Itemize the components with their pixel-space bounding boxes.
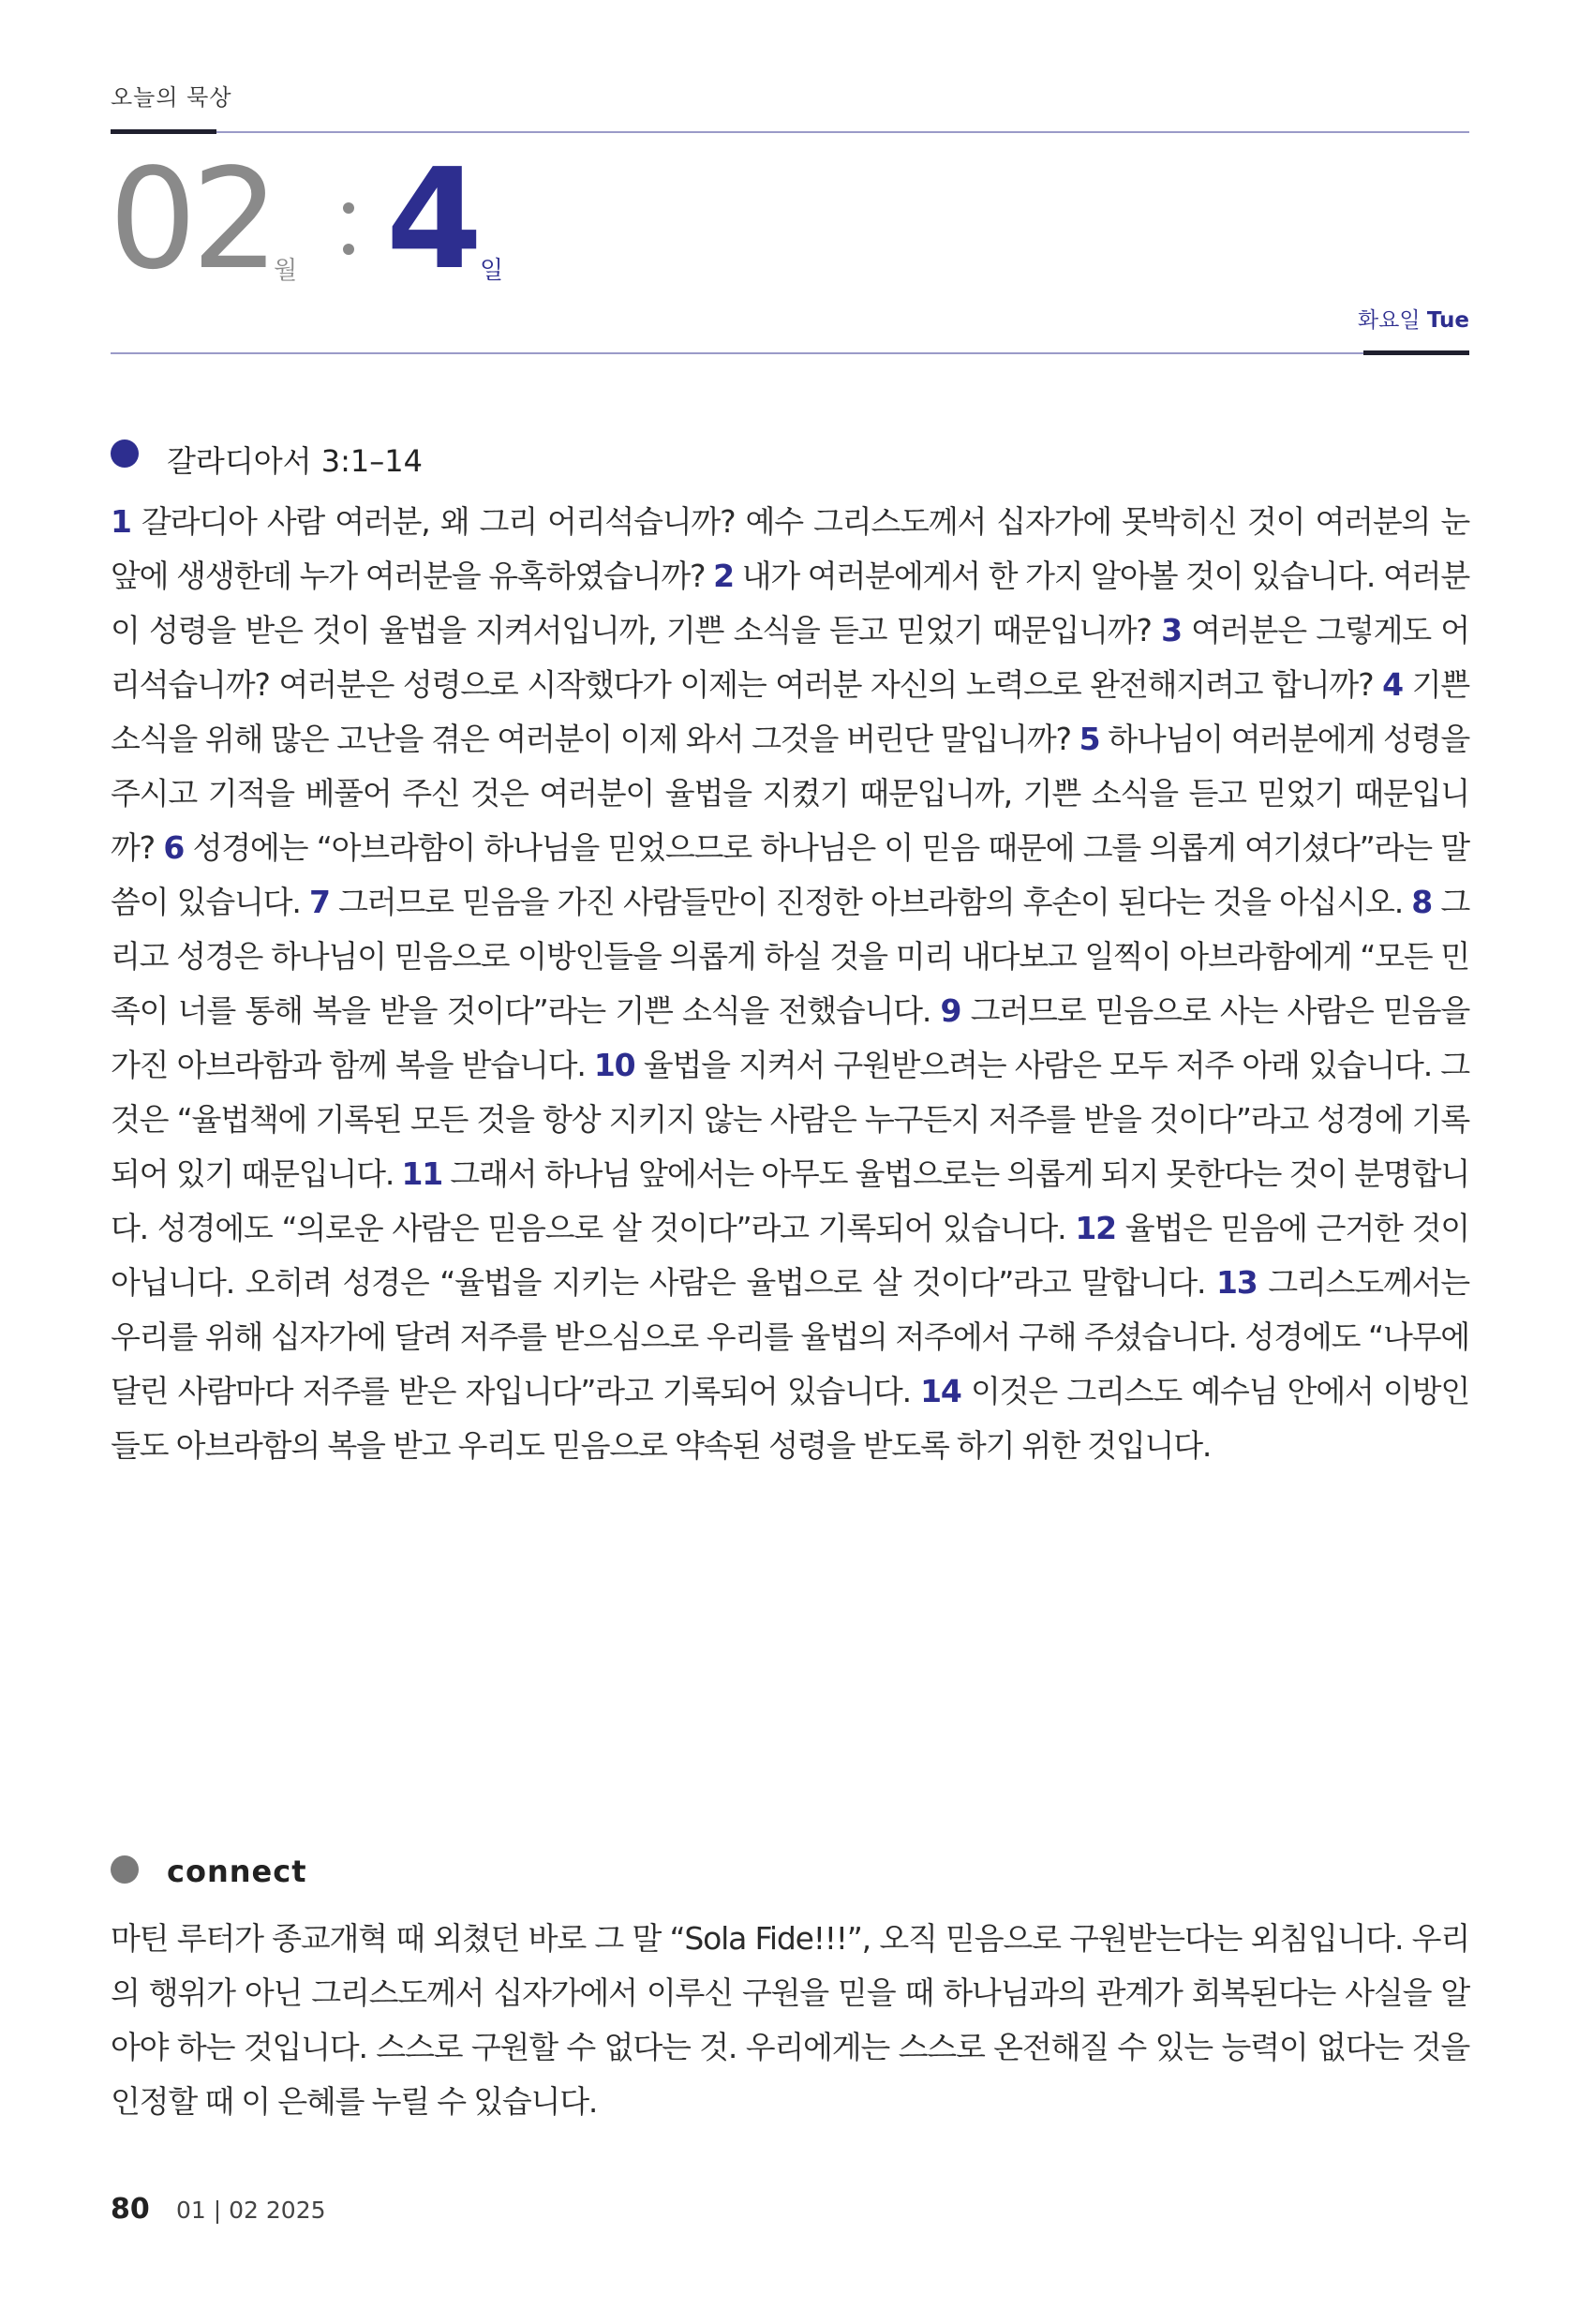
verse-text: 율법은 믿음에 근거한 것이 아닙니다. 오히려 성경은 “율법을 지키는 사람은 율법으로 살 것이다”라고 말합니다. <box>111 1210 1469 1301</box>
passage-reference: 갈라디아서 3:1–14 <box>167 443 423 479</box>
header-divider-accent <box>1363 350 1469 355</box>
top-divider <box>111 131 1469 133</box>
verse-text: 그래서 하나님 앞에서는 아무도 율법으로는 의롭게 되지 못한다는 것이 분명합니다. 성경에도 “의로운 사람은 믿음으로 살 것이다”라고 기록되어 있습니다. <box>111 1155 1469 1246</box>
verse-number: 13 <box>1215 1264 1258 1301</box>
verse-text: 그러므로 믿음을 가진 사람들만이 진정한 아브라함의 후손이 된다는 것을 아십시오. <box>329 884 1412 920</box>
verse-number: 9 <box>940 992 961 1029</box>
section-label: 오늘의 묵상 <box>111 84 232 111</box>
weekday-en: Tue <box>1426 308 1469 333</box>
verse-text: 하나님이 여러분에게 성령을 주시고 기적을 베풀어 주신 것은 여러분이 율법을 지켰기 때문입니까, 기쁜 소식을 듣고 믿었기 때문입니까? <box>111 721 1469 866</box>
verse-text: 기쁜 소식을 위해 많은 고난을 겪은 여러분이 이제 와서 그것을 버린단 말입니까? <box>111 666 1469 757</box>
header-divider <box>111 352 1469 354</box>
colon-dot-top <box>343 202 354 214</box>
verse-text: 율법을 지켜서 구원받으려는 사람은 모두 저주 아래 있습니다. 그것은 “율법책에 기록된 모든 것을 항상 지키지 않는 사람은 누구든지 저주를 받을 것이다”라고 성경에 기록되어 있기 때문입니다. <box>111 1047 1469 1192</box>
verse-number: 11 <box>401 1155 443 1192</box>
verse-text: 이것은 그리스도 예수님 안에서 이방인들도 아브라함의 복을 받고 우리도 믿음으로 약속된 성령을 받도록 하기 위한 것입니다. <box>111 1373 1469 1464</box>
connect-text: 마틴 루터가 종교개혁 때 외쳤던 바로 그 말 “Sola Fide!!!”, 오직 믿음으로 구원받는다는 외침입니다. 우리의 행위가 아닌 그리스도께서 십자가에서 이루신 구원을 믿을 때 하나님과의 관계가 회복된다는 사실을 알아야 하는 것입니다. 스스로 구원할 수 없다는 것. 우리에게는 스스로 온전해질 수 있는 능력이 없다는 것을 인정할 때 이 은혜를 누릴 수 있습니다. <box>111 1920 1469 2120</box>
verse-text: 그리스도께서는 우리를 위해 십자가에 달려 저주를 받으심으로 우리를 율법의 저주에서 구해 주셨습니다. 성경에도 “나무에 달린 사람마다 저주를 받은 자입니다”라고 기록되어 있습니다. <box>111 1264 1469 1409</box>
page-number: 80 <box>111 2193 150 2226</box>
verse-number: 12 <box>1075 1210 1116 1246</box>
weekday <box>1218 303 1469 334</box>
verse-number: 2 <box>713 558 734 594</box>
verse-text: 성경에는 “아브라함이 하나님을 믿었으므로 하나님은 이 믿음 때문에 그를 의롭게 여기셨다”라는 말씀이 있습니다. <box>111 829 1469 920</box>
verse-number: 1 <box>111 503 131 540</box>
connect-bullet-icon <box>111 1855 139 1884</box>
day-unit: 일 <box>480 257 504 285</box>
verse-number: 5 <box>1079 721 1100 757</box>
verse-text: 내가 여러분에게서 한 가지 알아볼 것이 있습니다. 여러분이 성령을 받은 것이 율법을 지켜서입니까, 기쁜 소식을 듣고 믿었기 때문입니까? <box>111 558 1469 648</box>
scripture-text <box>111 495 1469 1473</box>
verse-text: 여러분은 그렇게도 어리석습니까? 여러분은 성령으로 시작했다가 이제는 여러분 자신의 노력으로 완전해지려고 합니까? <box>111 612 1469 703</box>
verse-text: 그러므로 믿음으로 사는 사람은 믿음을 가진 아브라함과 함께 복을 받습니다. <box>111 992 1470 1083</box>
colon-dot-bottom <box>343 244 354 255</box>
passage-bullet-icon <box>111 439 139 468</box>
connect-heading: connect <box>167 1854 307 1889</box>
top-divider-accent <box>111 129 216 134</box>
verse-number: 6 <box>163 829 185 866</box>
day-number: 4 <box>386 139 483 300</box>
verse-number: 4 <box>1382 666 1403 703</box>
verse-number: 8 <box>1411 884 1433 920</box>
month-number: 02 <box>109 139 275 300</box>
month-unit: 월 <box>274 257 298 285</box>
verse-number: 3 <box>1161 612 1182 648</box>
verse-number: 7 <box>308 884 330 920</box>
verse-text: 그리고 성경은 하나님이 믿음으로 이방인들을 의롭게 하실 것을 미리 내다보고 일찍이 아브라함에게 “모든 민족이 너를 통해 복을 받을 것이다”라는 기쁜 소식을 전했습니다. <box>111 884 1470 1029</box>
verse-number: 10 <box>593 1047 635 1083</box>
verse-number: 14 <box>920 1373 961 1409</box>
weekday-ko: 화요일 <box>1357 308 1421 333</box>
issue-label: 01 | 02 2025 <box>176 2197 326 2224</box>
verse-text: 갈라디아 사람 여러분, 왜 그리 어리석습니까? 예수 그리스도께서 십자가에 못박히신 것이 여러분의 눈 앞에 생생한데 누가 여러분을 유혹하였습니까? <box>111 503 1469 594</box>
